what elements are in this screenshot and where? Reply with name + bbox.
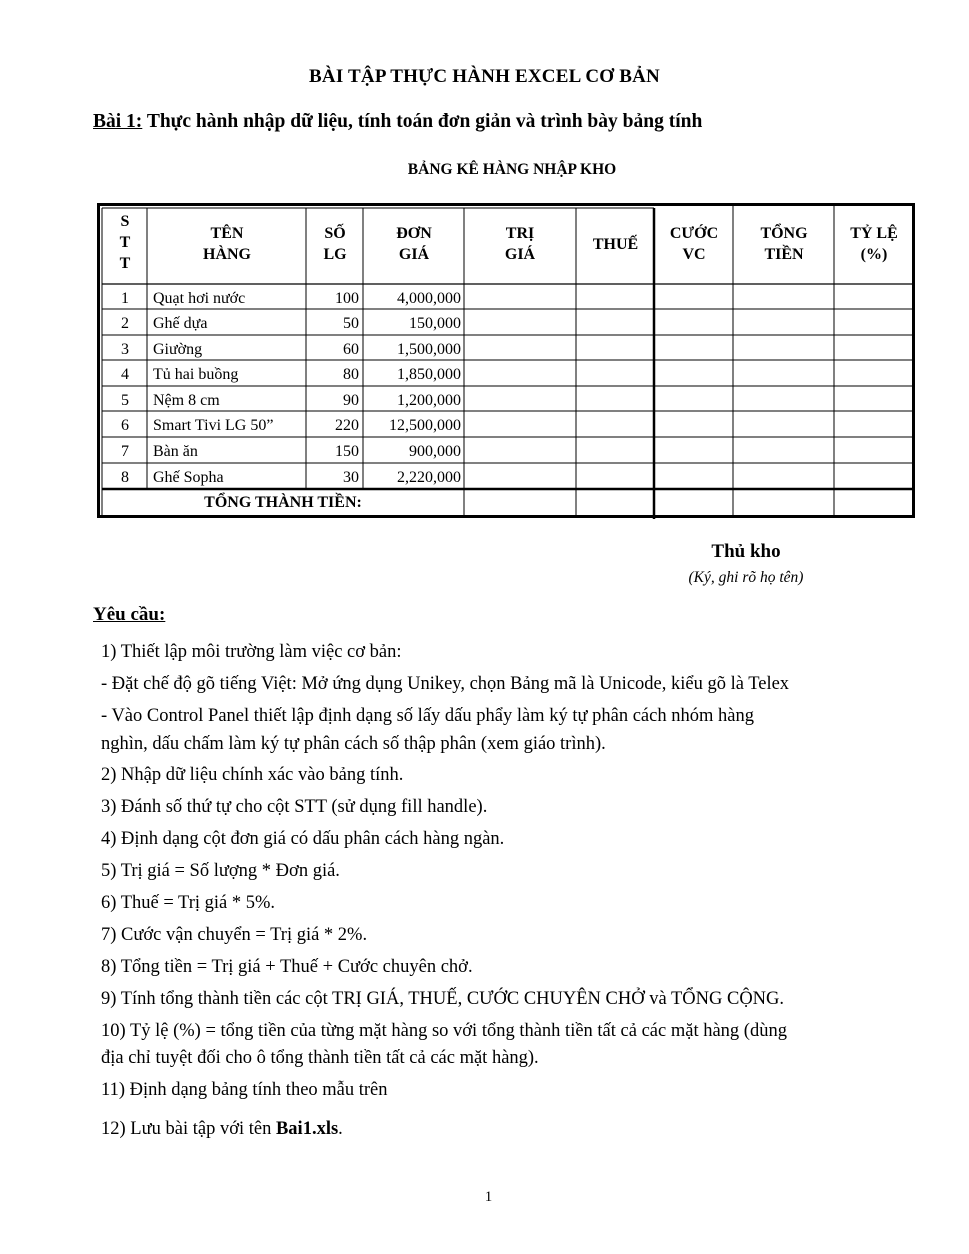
header-tri-gia: TRỊ GIÁ — [504, 225, 536, 263]
requirement-line: 3) Đánh số thứ tự cho cột STT (sử dụng fill handle). — [101, 797, 488, 817]
cell-so-lg: 50 — [343, 315, 359, 332]
requirement-line: 10) Tỷ lệ (%) = tổng tiền của từng mặt hàng so với tổng thành tiền tất cả các mặt hàng (dùng — [101, 1021, 787, 1041]
cell-ten-hang: Ghế Sopha — [153, 469, 224, 486]
cell-stt: 2 — [121, 315, 129, 332]
cell-don-gia: 12,500,000 — [389, 417, 461, 434]
cell-don-gia: 1,500,000 — [397, 340, 461, 358]
requirements-heading: Yêu cầu: — [93, 604, 166, 625]
header-so-lg: SỐ LG — [323, 225, 347, 263]
cell-so-lg: 100 — [335, 289, 359, 307]
requirement-line: nghìn, dấu chấm làm ký tự phân cách số thập phân (xem giáo trình). — [101, 734, 606, 754]
requirement-line: 5) Trị giá = Số lượng * Đơn giá. — [101, 861, 340, 881]
requirement-line: - Vào Control Panel thiết lập định dạng số lấy dấu phẩy làm ký tự phân cách nhóm hàng — [101, 706, 754, 726]
cell-so-lg: 80 — [343, 366, 359, 383]
cell-don-gia: 1,200,000 — [397, 391, 461, 409]
cell-so-lg: 90 — [343, 391, 359, 409]
requirement-line: 7) Cước vận chuyển = Trị giá * 2%. — [101, 925, 368, 945]
requirement-last-filename: Bai1.xls — [275, 1119, 339, 1139]
header-ten-hang: TÊN HÀNG — [203, 225, 251, 263]
cell-ten-hang: Ghế dựa — [153, 315, 208, 332]
cell-don-gia: 2,220,000 — [397, 469, 461, 486]
header-thue: THUẾ — [592, 236, 639, 253]
header-don-gia: ĐƠN GIÁ — [396, 225, 432, 263]
requirement-line: 1) Thiết lập môi trường làm việc cơ bản: — [101, 642, 402, 662]
requirement-line: - Đặt chế độ gõ tiếng Việt: Mở ứng dụng Unikey, chọn Bảng mã là Unicode, kiểu gõ là Telex — [101, 674, 790, 694]
cell-ten-hang: Quạt hơi nước — [153, 289, 246, 307]
cell-ten-hang: Giường — [153, 340, 203, 358]
header-ty-le: TỶ LỆ (%) — [850, 225, 898, 263]
cell-stt: 6 — [121, 417, 129, 434]
exercise-heading — [93, 111, 702, 133]
cell-ten-hang: Tủ hai buồng — [153, 366, 239, 383]
exercise-label: Bài 1: — [93, 111, 143, 132]
cell-so-lg: 150 — [335, 443, 359, 460]
cell-so-lg: 60 — [343, 340, 359, 358]
requirement-line: 2) Nhập dữ liệu chính xác vào bảng tính. — [101, 765, 404, 785]
cell-stt: 5 — [121, 391, 129, 409]
cell-don-gia: 900,000 — [409, 443, 461, 460]
header-stt: S T T — [119, 213, 131, 272]
signature-note: (Ký, ghi rõ họ tên) — [688, 569, 804, 586]
requirement-line: 9) Tính tổng thành tiền các cột TRỊ GIÁ, THUẾ, CƯỚC CHUYÊN CHỞ và TỔNG CỘNG. — [101, 989, 785, 1009]
cell-ten-hang: Smart Tivi LG 50” — [153, 417, 274, 434]
cell-stt: 7 — [121, 443, 129, 460]
total-label: TỔNG THÀNH TIỀN: — [204, 494, 362, 511]
requirement-line: 6) Thuế = Trị giá * 5%. — [101, 893, 276, 913]
cell-stt: 4 — [121, 366, 129, 383]
requirement-line: địa chỉ tuyệt đối cho ô tổng thành tiền tất cả các mặt hàng). — [101, 1048, 539, 1068]
document-title: BÀI TẬP THỰC HÀNH EXCEL CƠ BẢN — [309, 66, 660, 87]
table-title: BẢNG KÊ HÀNG NHẬP KHO — [407, 161, 617, 178]
requirement-last-prefix: 12) Lưu bài tập với tên — [101, 1119, 276, 1139]
cell-ten-hang: Bàn ăn — [153, 443, 198, 460]
requirement-line: 11) Định dạng bảng tính theo mẫu trên — [101, 1080, 388, 1100]
header-cuoc-vc: CƯỚC VC — [669, 225, 719, 263]
cell-stt: 1 — [121, 289, 129, 307]
cell-so-lg: 220 — [335, 417, 359, 434]
header-tong-tien: TỔNG TIỀN — [760, 225, 808, 263]
page-number: 1 — [484, 1189, 493, 1205]
inventory-table — [97, 203, 915, 519]
requirement-line: 8) Tổng tiền = Trị giá + Thuế + Cước chuyên chở. — [101, 957, 473, 977]
requirement-line-last — [101, 1116, 881, 1142]
cell-don-gia: 150,000 — [409, 315, 461, 332]
signature-title: Thủ kho — [711, 541, 781, 562]
cell-stt: 3 — [121, 340, 129, 358]
cell-don-gia: 4,000,000 — [397, 289, 461, 307]
requirement-line: 4) Định dạng cột đơn giá có dấu phân cách hàng ngàn. — [101, 829, 505, 849]
cell-ten-hang: Nệm 8 cm — [153, 391, 220, 409]
cell-don-gia: 1,850,000 — [397, 366, 461, 383]
cell-stt: 8 — [121, 469, 129, 486]
requirement-last-suffix: . — [338, 1119, 343, 1139]
cell-so-lg: 30 — [343, 469, 359, 486]
exercise-title: Thực hành nhập dữ liệu, tính toán đơn giản và trình bày bảng tính — [142, 111, 703, 132]
